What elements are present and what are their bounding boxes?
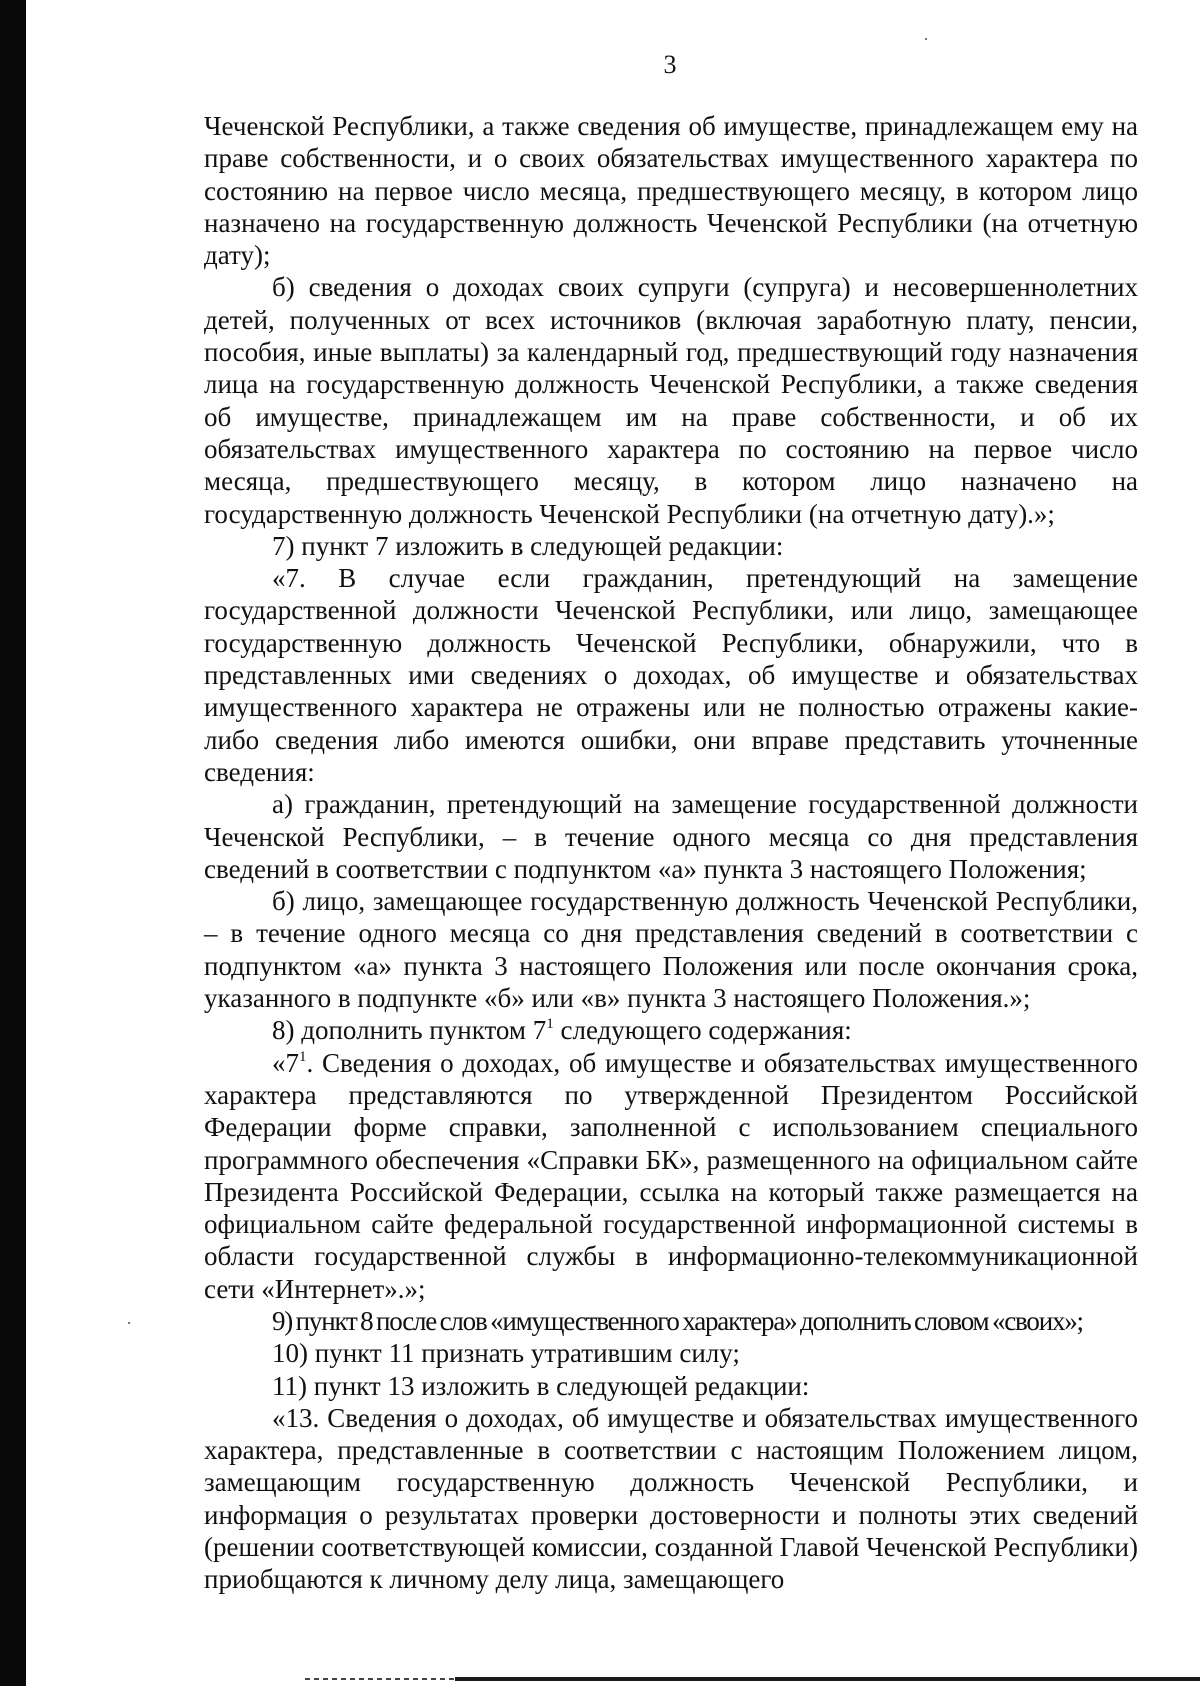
paragraph-item-11: 11) пункт 13 изложить в следующей редакции: [272, 1370, 810, 1401]
superscript-one: 1 [546, 1016, 554, 1033]
paragraph-clause-7-1 [204, 1047, 1138, 1305]
scan-speck [925, 38, 927, 40]
paragraph-continuation: Чеченской Республики, а также сведения об имуществе, принадлежащем ему на праве собственности, и о своих обязательствах имущественного характера по состоянию на первое число месяца, предшествующего месяцу, в котором лицо назначено на государственную должность Чеченской Республики (на отчетную дату); [204, 111, 1138, 271]
paragraph-item-9: 9) пункт 8 после слов «имущественного характера» дополнить словом «своих»; [272, 1305, 1083, 1336]
paragraph-item-8-tail: следующего содержания: [553, 1015, 852, 1046]
paragraph-clause-7-b: б) лицо, замещающее государственную должность Чеченской Республики, – в течение одного месяца со дня представления сведений в соответствии с подпунктом «а» пункта 3 настоящего Положения или после окончания срока, указанного в подпункте «б» или «в» пункта 3 настоящего Положения.»; [204, 886, 1138, 1014]
paragraph-subitem-b: б) сведения о доходах своих супруги (супруга) и несовершеннолетних детей, полученных от всех источников (включая заработную плату, пенсии, пособия, иные выплаты) за календарный год, предшествующий году назначения лица на государственную должность Чеченской Республики, а также сведения об имуществе, принадлежащем им на праве собственности, и об их обязательствах имущественного характера по состоянию на первое число месяца, предшествующего месяцу, в котором лицо назначено на государственную должность Чеченской Республики (на отчетную дату).»; [204, 272, 1138, 529]
paragraph-item-8-lead: 8) дополнить пунктом 7 [272, 1015, 547, 1046]
paragraph-item-10: 10) пункт 11 признать утратившим силу; [272, 1338, 740, 1369]
scan-edge-bar [0, 0, 26, 1686]
bottom-dashed-rule [305, 1678, 455, 1680]
paragraph-clause-7: «7. В случае если гражданин, претендующий на замещение государственной должности Чеченской Республики, или лицо, замещающее государственную должность Чеченской Республики, обнаружили, что в представленных ими сведениях о доходах, об имуществе и обязательствах имущественного характера не отражены или не полностью отражены какие-либо сведения либо имеются ошибки, они вправе представить уточненные сведения: [204, 563, 1138, 787]
paragraph-clause-7-1-tail: . Сведения о доходах, об имуществе и обязательствах имущественного характера представляются по утвержденной Президентом Российской Федерации форме справки, заполненной с использованием специального программного обеспечения «Справки БК», размещенного на официальном сайте Президента Российской Федерации, ссылка на который также размещается на официальном сайте федеральной государственной информационной системы в области государственной службы в информационно-телекоммуникационной сети «Интернет».»; [204, 1047, 1138, 1304]
scan-speck [128, 1322, 130, 1324]
paragraph-clause-7-1-lead: «7 [272, 1047, 299, 1078]
paragraph-item-7: 7) пункт 7 изложить в следующей редакции: [272, 530, 784, 561]
superscript-one: 1 [299, 1048, 307, 1065]
paragraph-clause-7-a: а) гражданин, претендующий на замещение государственной должности Чеченской Республики, – в течение одного месяца со дня представления сведений в соответствии с подпунктом «а» пункта 3 настоящего Положения; [204, 789, 1138, 884]
paragraph-clause-13: «13. Сведения о доходах, об имуществе и обязательствах имущественного характера, представленные в соответствии с настоящим Положением лицом, замещающим государственную должность Чеченской Республики, и информация о результатах проверки достоверности и полноты этих сведений (решении соответствующей комиссии, созданной Главой Чеченской Республики) приобщаются к личному делу лица, замещающего [204, 1402, 1138, 1595]
paragraph-item-8 [204, 1014, 1138, 1046]
bottom-rule [455, 1677, 1200, 1681]
page-number: 3 [663, 50, 677, 79]
document-body [204, 110, 1138, 1596]
